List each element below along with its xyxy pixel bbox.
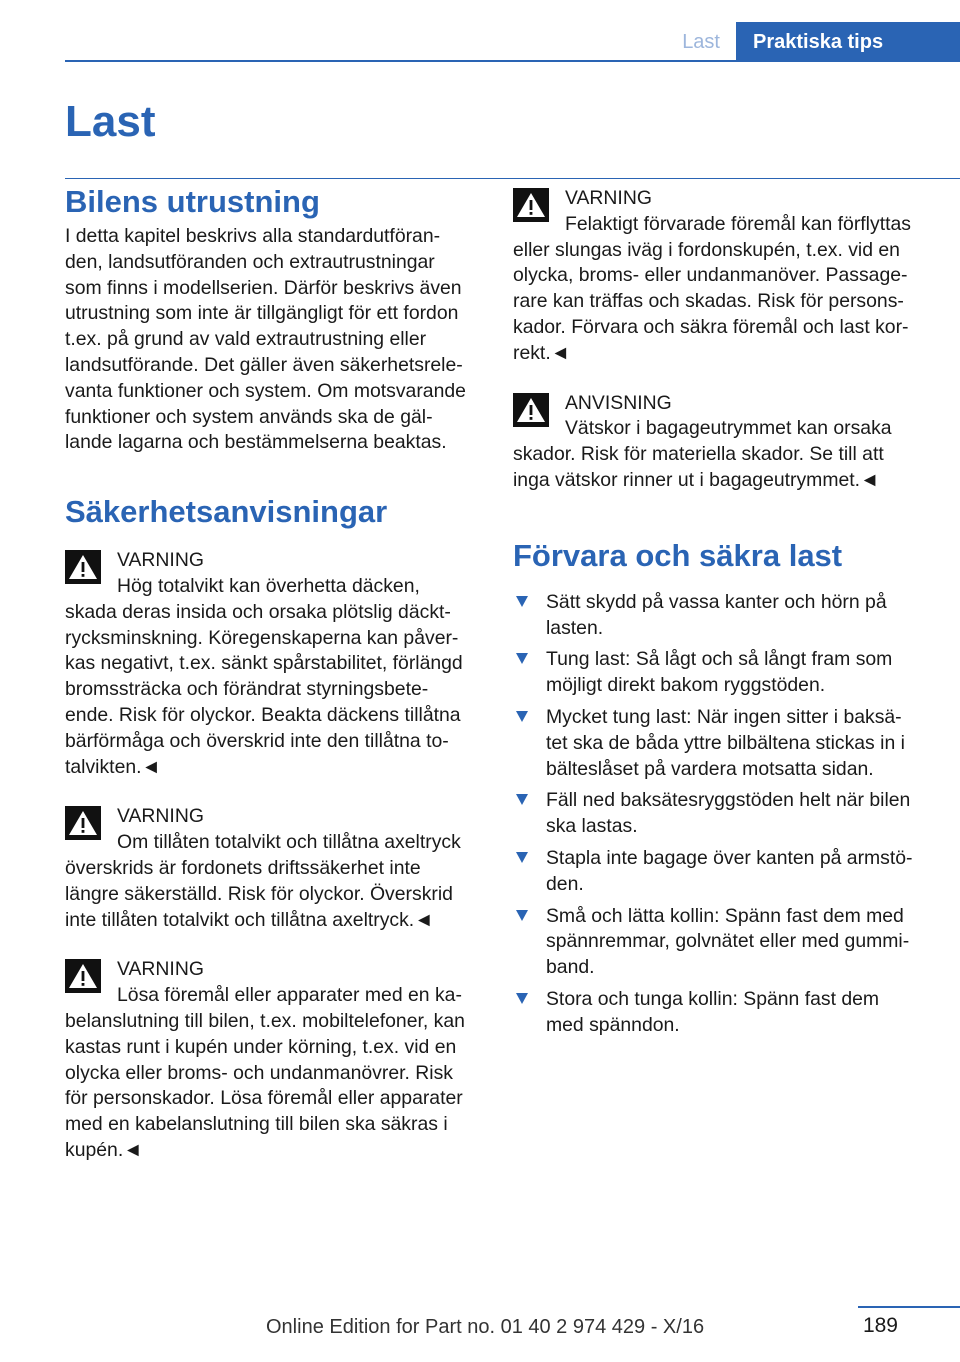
header-tab-last[interactable]: Last <box>682 31 720 53</box>
warning-triangle-icon <box>65 550 101 584</box>
warning-block <box>65 957 481 1163</box>
warning-label: VARNING <box>117 958 204 981</box>
page-number: 189 <box>862 1314 898 1337</box>
notice-label: ANVISNING <box>565 391 672 414</box>
intro-paragraph: I detta kapitel beskrivs alla standardutföran‐ den, landsutföranden och extrautrustningar som finns i modellserien. Därför beskrivs även utrustning som inte är tillgängligt för ett fordon t.ex. på grund av vald extrautrustning eller landsutförande. Det gäller även säkerhetsrele‐ vanta funktioner och system. Om motsvarande funktioner och system används ska de gäl‐ lande lagarna och bestämmelserna beaktas. <box>65 225 466 454</box>
warning-text: Felaktigt förvarade föremål kan förflyttas eller slungas iväg i fordonskupén, t.ex. vid en olycka, broms- eller undanmanöver. Passage‐ rare kan träffas och skadas. Risk för persons‐ kador. Förvara och säkra föremål och last kor‐ rekt.◄ <box>513 212 911 364</box>
notice-text: Vätskor i bagageutrymmet kan orsaka skador. Risk för materiella skador. Se till att inga vätskor rinner ut i bagageutrymmet.◄ <box>513 417 892 491</box>
warning-label: VARNING <box>117 549 204 572</box>
cargo-tips-list <box>513 590 925 1039</box>
list-item: Fäll ned baksätesryggstöden helt när bilen ska lastas. <box>513 788 925 840</box>
list-item: Sätt skydd på vassa kanter och hörn på lasten. <box>513 590 925 642</box>
warning-triangle-icon <box>513 393 549 427</box>
triangle-bullet-icon <box>516 993 528 1004</box>
triangle-bullet-icon <box>516 794 528 805</box>
warning-text: Lösa föremål eller apparater med en ka‐ belanslutning till bilen, t.ex. mobiltelefoner, kan kastas runt i kupén under körning, t.ex. vid en olycka eller broms- och undanmanövrer. Risk för personskador. Lösa föremål eller apparater med en kabelanslutning till bilen ska säkras i kupén.◄ <box>65 984 465 1161</box>
warning-text: Om tillåten totalvikt och tillåtna axeltryck överskrids är fordonets driftssäkerhet inte längre säkerställd. Risk för olyckor. Överskrid inte tillåten totalvikt och tillåtna axeltryck.◄ <box>65 831 461 931</box>
list-item: Stora och tunga kollin: Spänn fast dem med spänndon. <box>513 987 925 1039</box>
warning-block <box>513 186 925 367</box>
list-item: Tung last: Så lågt och så långt fram som möjligt direkt bakom ryggstöden. <box>513 647 925 699</box>
warning-triangle-icon <box>65 806 101 840</box>
list-item: Stapla inte bagage över kanten på armstö‐ den. <box>513 846 925 898</box>
page-header <box>0 0 960 62</box>
warning-triangle-icon <box>513 188 549 222</box>
warning-block <box>65 804 481 933</box>
footer-divider <box>858 1306 960 1308</box>
warning-text: Hög totalvikt kan överhetta däcken, skada deras insida och orsaka plötslig däckt‐ rycksminskning. Köregenskaperna kan påver‐ kas negativt, t.ex. sänkt spårstabilitet, förlängd bromssträcka och förändrat styrningsbete‐ ende. Risk för olyckor. Beakta däckens tillåtna bärförmåga och överskrid inte den tillåtna to‐ talvikten.◄ <box>65 574 463 778</box>
warning-block <box>65 548 481 780</box>
title-divider <box>65 178 960 179</box>
left-column <box>65 180 481 1188</box>
page-title: Last <box>65 97 156 146</box>
list-item: Små och lätta kollin: Spänn fast dem med spännremmar, golvnätet eller med gummi‐ band. <box>513 904 925 981</box>
triangle-bullet-icon <box>516 852 528 863</box>
section-heading-sakerhetsanvisningar: Säkerhetsanvisningar <box>65 494 388 530</box>
warning-triangle-icon <box>65 959 101 993</box>
triangle-bullet-icon <box>516 910 528 921</box>
header-divider <box>65 60 960 62</box>
header-tab-praktiska-tips[interactable]: Praktiska tips <box>736 22 960 62</box>
section-heading-bilens-utrustning: Bilens utrustning <box>65 184 320 219</box>
list-item: Mycket tung last: När ingen sitter i baksä‐ tet ska de båda yttre bilbältena stickas in i bälteslåset på vardera motsatta sidan. <box>513 705 925 782</box>
notice-block <box>513 391 925 494</box>
warning-label: VARNING <box>117 805 204 828</box>
warning-label: VARNING <box>565 187 652 209</box>
right-column <box>513 180 925 1045</box>
triangle-bullet-icon <box>516 711 528 722</box>
triangle-bullet-icon <box>516 596 528 607</box>
triangle-bullet-icon <box>516 653 528 664</box>
section-heading-forvara-och-sakra-last: Förvara och säkra last <box>513 537 843 573</box>
footer-edition-text: Online Edition for Part no. 01 40 2 974 429 - X/16 <box>266 1316 705 1338</box>
